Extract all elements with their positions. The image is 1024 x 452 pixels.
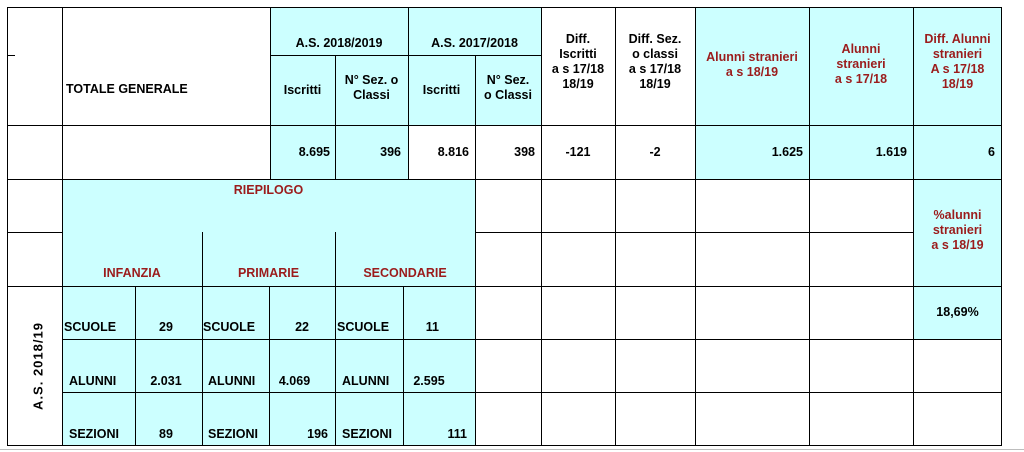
year-vertical-label: A.S. 2018/19 xyxy=(30,322,46,410)
total-sez-1819: 396 xyxy=(380,145,401,159)
total-iscritti-1819: 8.695 xyxy=(298,145,330,159)
diff-iscritti-label-line: Diff. xyxy=(565,32,591,46)
border xyxy=(7,7,1002,8)
border xyxy=(403,286,404,446)
alunni-secondarie: 2.595 xyxy=(413,374,445,388)
alunni-stranieri-1819-label xyxy=(695,50,809,80)
sez-1718-label xyxy=(475,73,541,103)
as-2017-2018-label: A.S. 2017/2018 xyxy=(431,36,518,50)
secondarie-label: SECONDARIE xyxy=(363,266,447,280)
border xyxy=(7,286,1002,287)
perc-stranieri-label-line: %alunni xyxy=(933,208,982,222)
perc-stranieri-label xyxy=(913,208,1002,253)
perc-stranieri-value: 18,69% xyxy=(936,305,979,319)
border xyxy=(202,232,203,446)
row-label-infanzia: ALUNNI xyxy=(69,374,117,388)
diff-iscritti-label-line: Iscritti xyxy=(559,47,597,61)
border xyxy=(62,7,63,446)
border xyxy=(7,55,15,56)
border xyxy=(135,286,136,446)
alunni-stranieri-1718-label-line: Alunni xyxy=(841,42,881,56)
border xyxy=(7,445,1002,446)
alunni-stranieri-1718-label-line: a s 17/18 xyxy=(834,72,888,86)
alunni-stranieri-1819-label-line: a s 18/19 xyxy=(725,65,779,79)
alunni-stranieri-1718-label xyxy=(809,42,913,87)
total-stranieri-1718: 1.619 xyxy=(875,145,907,159)
total-iscritti-1718: 8.816 xyxy=(437,145,469,159)
diff-alunni-stranieri-label-line: stranieri xyxy=(932,47,983,61)
total-diff-sez: -2 xyxy=(649,145,661,159)
total-sez-1718: 398 xyxy=(514,145,535,159)
border xyxy=(7,179,1002,180)
total-diff-stranieri: 6 xyxy=(988,145,995,159)
row-label-secondarie: ALUNNI xyxy=(342,374,390,388)
diff-alunni-stranieri-label-line: A s 17/18 xyxy=(930,62,985,76)
scuole-infanzia: 29 xyxy=(159,320,173,334)
perc-stranieri-label-line: stranieri xyxy=(932,223,983,237)
diff-sez-label-line: o classi xyxy=(632,47,678,61)
border xyxy=(62,392,1002,393)
row-label-infanzia: SEZIONI xyxy=(69,427,120,441)
gridline xyxy=(0,449,1024,450)
as-2018-2019-label: A.S. 2018/2019 xyxy=(295,36,383,50)
row-label-secondarie: SCUOLE xyxy=(337,320,390,334)
total-stranieri-1819: 1.625 xyxy=(771,145,803,159)
diff-iscritti-label xyxy=(541,32,615,92)
header-as-2018-2019-bg xyxy=(270,7,408,125)
diff-alunni-stranieri-label xyxy=(913,32,1002,92)
sezioni-infanzia: 89 xyxy=(159,427,173,441)
iscritti-1718-label: Iscritti xyxy=(422,83,461,97)
border xyxy=(7,7,8,446)
border xyxy=(475,55,476,446)
row-label-infanzia: SCUOLE xyxy=(64,320,117,334)
scuole-secondarie: 11 xyxy=(425,320,439,334)
totale-generale-label: TOTALE GENERALE xyxy=(66,82,188,96)
border xyxy=(7,125,1002,126)
sez-1819-label-line: N° Sez. o xyxy=(344,73,399,87)
alunni-stranieri-1819-label-line: Alunni stranieri xyxy=(706,50,798,64)
sez-1819-label-line: Classi xyxy=(353,88,390,102)
row-label-primarie: SCUOLE xyxy=(203,320,256,334)
border xyxy=(270,55,541,56)
alunni-stranieri-1718-label-line: stranieri xyxy=(836,57,886,71)
riepilogo-title: RIEPILOGO xyxy=(233,183,304,197)
border xyxy=(335,232,336,446)
diff-sez-label-line: 18/19 xyxy=(639,77,671,91)
diff-sez-label xyxy=(615,32,695,92)
diff-alunni-stranieri-label-line: 18/19 xyxy=(941,77,974,91)
iscritti-1819-label: Iscritti xyxy=(283,83,322,97)
perc-stranieri-label-line: a s 18/19 xyxy=(931,238,984,252)
diff-alunni-stranieri-label-line: Diff. Alunni xyxy=(924,32,991,46)
diff-sez-label-line: a s 17/18 xyxy=(628,62,682,76)
diff-iscritti-label-line: 18/19 xyxy=(562,77,594,91)
scuole-primarie: 22 xyxy=(295,320,309,334)
sez-1819-label xyxy=(335,73,408,103)
total-diff-iscritti: -121 xyxy=(565,145,591,159)
row-label-secondarie: SEZIONI xyxy=(342,427,393,441)
border xyxy=(62,339,1002,340)
sez-1718-label-line: N° Sez. xyxy=(486,73,530,87)
sez-1718-label-line: o Classi xyxy=(484,88,532,102)
infanzia-label: INFANZIA xyxy=(103,266,161,280)
diff-iscritti-label-line: a s 17/18 xyxy=(551,62,605,76)
primarie-label: PRIMARIE xyxy=(237,266,300,280)
border xyxy=(269,286,270,446)
row-label-primarie: ALUNNI xyxy=(208,374,256,388)
sezioni-secondarie: 111 xyxy=(447,427,467,441)
row-label-primarie: SEZIONI xyxy=(208,427,259,441)
diff-sez-label-line: Diff. Sez. xyxy=(628,32,682,46)
alunni-primarie: 4.069 xyxy=(278,374,311,388)
sezioni-primarie: 196 xyxy=(307,427,328,441)
alunni-infanzia: 2.031 xyxy=(150,374,182,388)
border xyxy=(7,232,62,233)
